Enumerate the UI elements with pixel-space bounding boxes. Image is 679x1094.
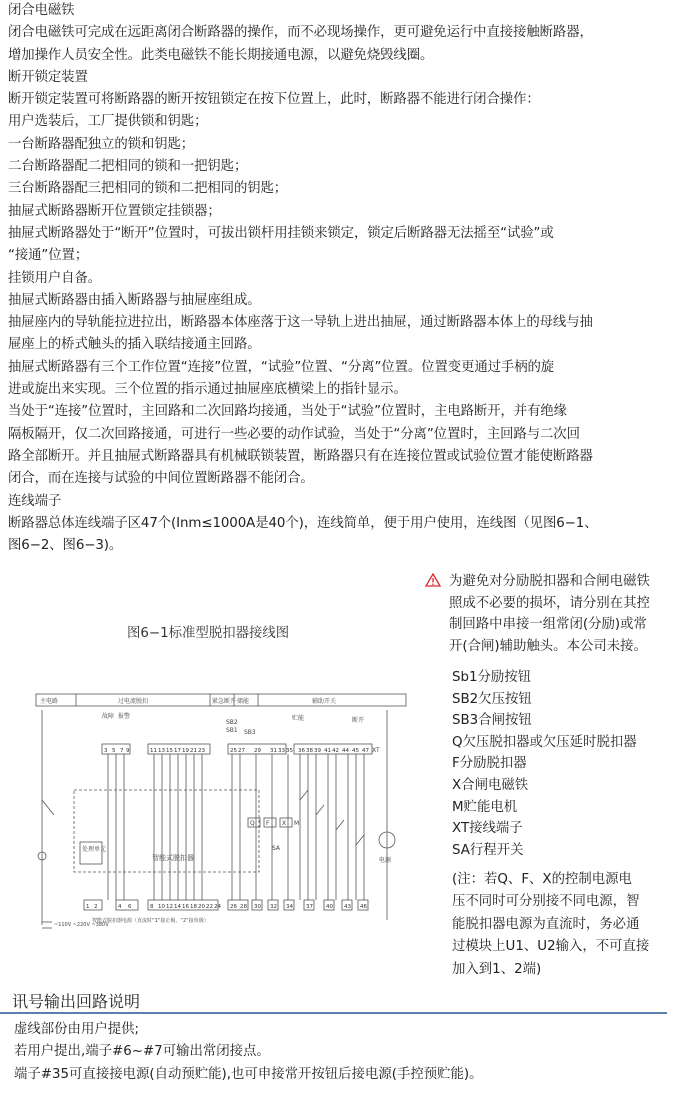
section-title: 讯号输出回路说明 <box>12 992 141 1011</box>
terminal-label: 13 <box>158 748 165 754</box>
text-line: 断开锁定装置可将断路器的断开按钮锁定在按下位置上，此时，断路器不能进行闭合操作： <box>8 92 540 108</box>
label-note: 智能式脱扣器电源（直流时“1”接正极，“2”接负极） <box>92 918 209 924</box>
legend-list <box>452 667 637 861</box>
text-line: 增加操作人员安全性。此类电磁铁不能长期接通电源，以避免烧毁线圈。 <box>8 47 434 63</box>
text-line: 抽屉座内的导轨能拉进拉出，断路器本体座落于这一导轨上进出抽屉，通过断路器本体上的母线与抽 <box>8 315 593 331</box>
label-power: 电源 <box>379 857 392 864</box>
label-store: 贮能 <box>292 715 305 722</box>
text-line: 用户选装后，工厂提供锁和钥匙； <box>8 114 208 130</box>
label-supply: ~110V ~220V ~380V <box>54 922 109 928</box>
label-xt: XT <box>372 747 380 754</box>
legend-note <box>452 869 649 981</box>
terminal-label: 19 <box>182 748 189 754</box>
label-storage: 储能 <box>237 698 250 705</box>
label-smart-trip: 智能式脱扣器 <box>152 854 194 862</box>
legend-item: SB3合闸按钮 <box>452 713 532 729</box>
text-line: 当处于“连接”位置时，主回路和二次回路均接通，当处于“试验”位置时，主电路断开，并有绝缘 <box>8 404 567 420</box>
terminal-label: 43 <box>344 904 351 910</box>
text-line: 挂锁用户自备。 <box>8 270 102 286</box>
note-line: (注：若Q、F、X的控制电源电 <box>452 872 632 887</box>
terminal-label: 3 <box>104 748 108 754</box>
text-line: 图6−2、图6−3)。 <box>8 538 123 554</box>
terminal-label: 21 <box>190 748 197 754</box>
terminal-label: 26 <box>230 904 237 910</box>
terminal-label: 29 <box>254 748 261 754</box>
terminal-label: 5 <box>112 748 116 754</box>
terminal-label: 14 <box>174 904 181 910</box>
terminal-label: 31 <box>270 748 277 754</box>
terminal-label: 33 <box>278 748 285 754</box>
text-line: 三台断路器配三把相同的锁和二把相同的钥匙； <box>8 181 288 197</box>
section-line: 若用户提出,端子#6~#7可输出常闭接点。 <box>14 1044 270 1060</box>
warning-note <box>425 571 675 657</box>
label-alarm: 报警 <box>118 713 131 720</box>
text-line: 抽屉式断路器由插入断路器与抽屉座组成。 <box>8 292 261 308</box>
terminal-label: 34 <box>286 904 293 910</box>
label-unit: 处理单元 <box>82 846 107 853</box>
section-divider <box>0 1012 667 1014</box>
section-body <box>14 1019 483 1086</box>
note-line: 过模块上U1、U2输入，不可直接 <box>452 939 650 955</box>
label-open: 断开 <box>352 717 365 724</box>
label-main-circuit: 主电路 <box>40 698 59 705</box>
warning-line: 开(合闸)辅助触头。本公司未接。 <box>449 638 647 654</box>
terminal-label: 42 <box>332 748 339 754</box>
label-m: M <box>294 820 300 827</box>
legend-item: SB2欠压按钮 <box>452 691 532 707</box>
text-line: 隔板隔开，仅二次回路接通，可进行一些必要的动作试验，当处于“分离”位置时，主回路与二次回 <box>8 426 580 442</box>
section-line: 虚线部份由用户提供; <box>14 1022 140 1037</box>
legend-item: Sb1分励按钮 <box>452 670 532 685</box>
warning-line: 为避免对分励脱扣器和合闸电磁铁 <box>449 574 650 589</box>
terminal-label: 41 <box>324 748 331 754</box>
label-sa: SA <box>272 845 281 852</box>
label-sb2: SB2 <box>226 719 238 726</box>
warning-line: 照成不必要的损坏，请分别在其控 <box>449 595 650 611</box>
terminal-label: 6 <box>128 904 132 910</box>
warning-line: 制回路中串接一组常闭(分励)或常 <box>449 617 647 632</box>
text-line: 断开锁定装置 <box>8 69 88 85</box>
body-text <box>8 0 672 557</box>
text-line: 抽屉式断路器有三个工作位置“连接”位置，“试验”位置、“分离”位置。位置变更通过手柄的旋 <box>8 359 555 375</box>
text-line: 进或旋出来实现。三个位置的指示通过抽屉座底横梁上的指针显示。 <box>8 382 407 398</box>
terminal-label: 16 <box>182 904 189 910</box>
label-f: F <box>266 820 270 827</box>
label-emergency-trip: 紧急断开 <box>212 698 237 705</box>
terminal-label: 25 <box>230 748 237 754</box>
terminal-label: 7 <box>120 748 124 754</box>
terminal-label: 37 <box>306 904 313 910</box>
terminal-label: 35 <box>286 748 293 754</box>
terminal-label: 47 <box>362 748 369 754</box>
terminal-label: 2 <box>94 904 98 910</box>
text-line: 抽屉式断路器处于“断开”位置时，可拔出锁杆用挂锁来锁定，锁定后断路器无法摇至“试验”或 <box>8 225 554 241</box>
warning-triangle-icon <box>425 573 441 587</box>
terminal-label: 38 <box>306 748 313 754</box>
legend-item: XT接线端子 <box>452 821 523 837</box>
text-line: 闭合电磁铁 <box>8 3 75 18</box>
terminal-label: 39 <box>314 748 321 754</box>
terminal-label: 17 <box>174 748 181 754</box>
text-line: 屉座上的桥式触头的插入联结接通主回路。 <box>8 337 261 353</box>
terminal-label: 1 <box>86 904 90 910</box>
terminal-label: 45 <box>352 748 359 754</box>
label-fault: 故障 <box>102 713 115 720</box>
label-x: X <box>282 820 287 827</box>
note-line: 压不同时可分别接不同电源，智 <box>452 894 640 910</box>
wiring-diagram <box>32 690 417 942</box>
text-line: 抽屉式断路器断开位置锁定挂锁器； <box>8 203 221 219</box>
text-line: “接通”位置； <box>8 248 89 264</box>
figure-caption: 图6−1标准型脱扣器接线图 <box>127 626 290 641</box>
terminal-label: 20 <box>198 904 205 910</box>
section-line: 端子#35可直接接电源(自动预贮能),也可申接常开按钮后接电源(手控预贮能)。 <box>14 1066 483 1082</box>
legend-item: M贮能电机 <box>452 799 518 815</box>
terminal-label: 22 <box>206 904 213 910</box>
legend-item: SA行程开关 <box>452 842 524 858</box>
label-aux-switch: 辅助开关 <box>312 698 337 705</box>
terminal-label: 40 <box>326 904 333 910</box>
terminal-label: 30 <box>254 904 261 910</box>
text-line: 连线端子 <box>8 493 62 509</box>
terminal-label: 28 <box>240 904 247 910</box>
text-line: 闭合，而在连接与试验的中间位置断路器不能闭合。 <box>8 471 314 487</box>
terminal-label: 46 <box>360 904 367 910</box>
label-sb3: SB3 <box>244 729 256 736</box>
terminal-label: 12 <box>166 904 173 910</box>
terminal-label: 15 <box>166 748 173 754</box>
text-line: 闭合电磁铁可完成在远距离闭合断路器的操作，而不必现场操作，更可避免运行中直接接触断路器， <box>8 25 593 41</box>
terminal-label: 10 <box>158 904 165 910</box>
label-sb1: SB1 <box>226 727 238 734</box>
terminal-label: 36 <box>298 748 305 754</box>
text-line: 断路器总体连线端子区47个(Inm≤1000A是40个)，连线简单，便于用户使用，连线图（见图6−1、 <box>8 515 598 531</box>
terminal-label: 8 <box>150 904 154 910</box>
terminal-label: 44 <box>342 748 349 754</box>
label-overcurrent-trip: 过电流脱扣 <box>118 698 149 705</box>
text-line: 一台断路器配独立的锁和钥匙； <box>8 136 195 152</box>
note-line: 能脱扣器电源为直流时，务必通 <box>452 916 640 932</box>
terminal-label: 4 <box>118 904 122 910</box>
text-line: 二台断路器配二把相同的锁和一把钥匙； <box>8 159 248 175</box>
legend-item: F分励脱扣器 <box>452 756 527 772</box>
terminal-label: 9 <box>126 748 130 754</box>
terminal-label: 24 <box>214 904 221 910</box>
label-q: Q <box>250 820 255 827</box>
terminal-label: 18 <box>190 904 197 910</box>
terminal-label: 11 <box>150 748 157 754</box>
terminal-label: 32 <box>270 904 277 910</box>
legend-item: Q欠压脱扣器或欠压延时脱扣器 <box>452 734 637 750</box>
legend-item: X合闸电磁铁 <box>452 777 529 793</box>
text-line: 路全部断开。并且抽屉式断路器具有机械联锁装置，断路器只有在连接位置或试验位置才能使断路器 <box>8 448 593 464</box>
terminal-label: 27 <box>238 748 245 754</box>
terminal-label: 23 <box>198 748 205 754</box>
note-line: 加入到1、2端) <box>452 961 542 977</box>
